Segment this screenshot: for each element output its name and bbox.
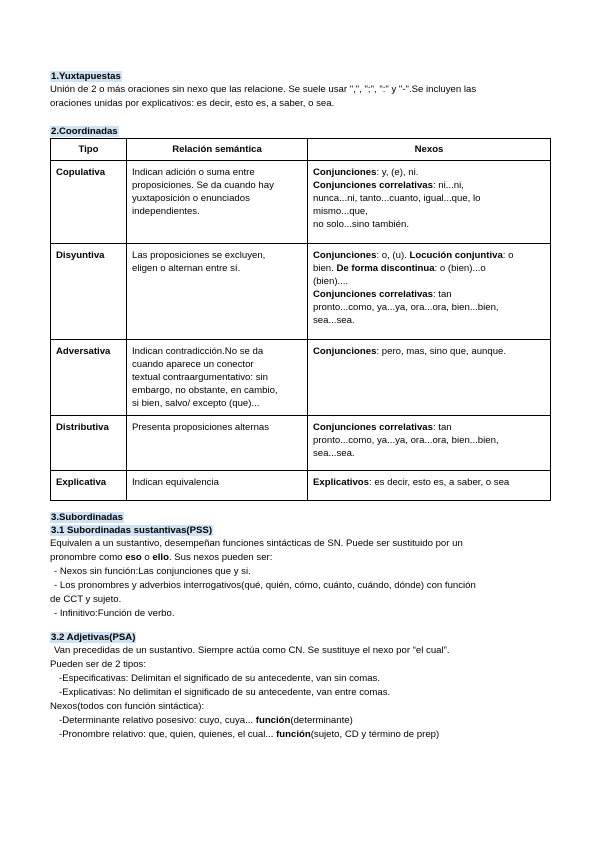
nexos-bold: Explicativos [313, 477, 369, 488]
nexos-bold: Conjunciones [313, 346, 377, 357]
nexos-text: : o (bien)...o [434, 263, 486, 274]
nexos-bold: De forma discontinua [336, 263, 435, 274]
text: o [141, 552, 153, 563]
table-row [51, 340, 551, 416]
bold-text: ello [152, 552, 169, 563]
heading-yuxtapuestas-text: 1.Yuxtapuestas [51, 71, 121, 82]
relacion-line: independientes. [132, 206, 200, 217]
heading-sustantivas [50, 524, 550, 537]
nexos-bold: Conjunciones [313, 250, 377, 261]
nexos-line [313, 421, 545, 434]
relacion-line: Indican equivalencia [132, 477, 219, 488]
adjetivas-text-2: Pueden ser de 2 tipos: [50, 659, 147, 670]
nexos-line [313, 476, 545, 489]
nexos-line [313, 179, 545, 192]
nexos-cell [308, 161, 551, 244]
yuxtapuestas-text-2: oraciones unidas por explicativos: es decir, esto es, a saber, o sea. [50, 98, 335, 109]
nexos-line: pronto...como, ya...ya, ora...ora, bien...bien, [313, 435, 499, 446]
relacion-line: Indican adición o suma entre [132, 167, 255, 178]
relacion-line: yuxtaposición o enunciados [132, 193, 250, 204]
text: -Pronombre relativo: que, quien, quienes, el cual... [59, 729, 277, 740]
heading-yuxtapuestas [50, 70, 550, 83]
adjetivas-nexo-2 [50, 728, 550, 742]
relacion-line: si bien, salvo/ excepto (que)... [132, 398, 260, 409]
nexos-cell [308, 471, 551, 501]
sustantivas-item-2: - Los pronombres y adverbios interrogativos(qué, quién, cómo, cuánto, cuándo, dónde) con función [54, 580, 476, 591]
relacion-line: Las proposiciones se excluyen, [132, 250, 266, 261]
tipo-cell: Disyuntiva [51, 244, 127, 340]
nexos-text: : y, (e), ni. [376, 167, 419, 178]
relacion-line: textual contraargumentativo: sin [132, 372, 268, 383]
adjetivas-item-2: -Explicativas: No delimitan el significado de su antecedente, van entre comas. [59, 687, 391, 698]
nexos-line [313, 249, 545, 262]
relacion-line: proposiciones. Se da cuando hay [132, 180, 274, 191]
bold-text: función [276, 729, 311, 740]
relacion-line: eligen o alternan entre sí. [132, 263, 241, 274]
relacion-cell [127, 416, 308, 471]
relacion-cell [127, 471, 308, 501]
nexos-text: : pero, mas, sino que, aunque. [376, 346, 507, 357]
relacion-line: embargo, no obstante, en cambio, [132, 385, 278, 396]
adjetivas-nexos: Nexos(todos con función sintáctica): [50, 701, 205, 712]
nexos-bold: Conjunciones [313, 167, 377, 178]
heading-adjetivas [50, 631, 550, 644]
nexos-bold: Conjunciones correlativas [313, 422, 433, 433]
coordinadas-table [50, 138, 551, 501]
nexos-text: : ni...ni, [432, 180, 464, 191]
yuxtapuestas-text-1: Unión de 2 o más oraciones sin nexo que las relacione. Se suele usar ",", ";", ":" y "-".Se incluyen las [50, 84, 477, 95]
header-tipo: Tipo [51, 139, 127, 161]
heading-coordinadas [50, 125, 550, 138]
text: pronombre como [50, 552, 126, 563]
spacer [50, 111, 550, 125]
sustantivas-item-3: - Infinitivo:Función de verbo. [54, 608, 175, 619]
nexos-line [313, 288, 545, 301]
tipo-cell: Explicativa [51, 471, 127, 501]
nexos-line: sea...sea. [313, 448, 355, 459]
nexos-line: mismo...que, [313, 206, 368, 217]
nexos-line [313, 262, 545, 275]
header-nexos: Nexos [308, 139, 551, 161]
relacion-cell [127, 161, 308, 244]
text: (determinante) [290, 715, 353, 726]
nexos-line [313, 345, 545, 358]
table-row [51, 416, 551, 471]
spacer [50, 501, 550, 511]
tipo-cell: Distributiva [51, 416, 127, 471]
nexos-line: (bien).... [313, 276, 349, 287]
nexos-bold: Conjunciones correlativas [313, 180, 433, 191]
nexos-line: pronto...como, ya...ya, ora...ora, bien...bien, [313, 302, 499, 313]
heading-coordinadas-text: 2.Coordinadas [51, 126, 118, 137]
sustantivas-item-1: - Nexos sin función:Las conjunciones que y si. [54, 566, 251, 577]
tipo-cell: Adversativa [51, 340, 127, 416]
heading-adjetivas-text: 3.2 Adjetivas(PSA) [51, 632, 136, 643]
table-row [51, 161, 551, 244]
heading-subordinadas-text: 3.Subordinadas [51, 512, 123, 523]
nexos-cell [308, 416, 551, 471]
heading-sustantivas-text: 3.1 Subordinadas sustantivas(PSS) [51, 525, 213, 536]
relacion-line: cuando aparece un conector [132, 359, 254, 370]
document-page [50, 70, 550, 742]
nexos-line: no solo...sino también. [313, 219, 409, 230]
heading-subordinadas [50, 511, 550, 524]
bold-text: eso [125, 552, 142, 563]
nexos-cell [308, 244, 551, 340]
text: . Sus nexos pueden ser: [168, 552, 273, 563]
adjetivas-nexo-1 [50, 714, 550, 728]
nexos-text: : tan [432, 422, 452, 433]
sustantivas-text-2 [50, 551, 550, 565]
nexos-text: bien. [313, 263, 337, 274]
header-relacion: Relación semántica [127, 139, 308, 161]
table-row [51, 244, 551, 340]
nexos-line: nunca...ni, tanto...cuanto, igual...que, lo [313, 193, 481, 204]
relacion-line: Presenta proposiciones alternas [132, 422, 270, 433]
bold-text: función [255, 715, 291, 726]
adjetivas-text-1: Van precedidas de un sustantivo. Siempre actúa como CN. Se sustituye el nexo por “el cual”. [54, 645, 450, 656]
relacion-cell [127, 244, 308, 340]
spacer [50, 621, 550, 631]
nexos-line [313, 166, 545, 179]
nexos-bold: Conjunciones correlativas [313, 289, 433, 300]
nexos-bold: Locución conjuntiva [409, 250, 503, 261]
table-header-row [51, 139, 551, 161]
nexos-text: : o [502, 250, 514, 261]
table-row [51, 471, 551, 501]
nexos-line: sea...sea. [313, 315, 355, 326]
nexos-text: : tan [432, 289, 452, 300]
nexos-text: : o, (u). [376, 250, 410, 261]
sustantivas-text-1: Equivalen a un sustantivo, desempeñan funciones sintácticas de SN. Puede ser sustituido por un [50, 538, 463, 549]
text: -Determinante relativo posesivo: cuyo, cuya... [59, 715, 256, 726]
nexos-cell [308, 340, 551, 416]
nexos-text: : es decir, esto es, a saber, o sea [369, 477, 510, 488]
text: (sujeto, CD y término de prep) [310, 729, 440, 740]
adjetivas-item-1: -Especificativas: Delimitan el significado de su antecedente, van sin comas. [59, 673, 381, 684]
relacion-cell [127, 340, 308, 416]
sustantivas-item-2-cont: de CCT y sujeto. [50, 594, 122, 605]
tipo-cell: Copulativa [51, 161, 127, 244]
relacion-line: Indican contradicción.No se da [132, 346, 264, 357]
